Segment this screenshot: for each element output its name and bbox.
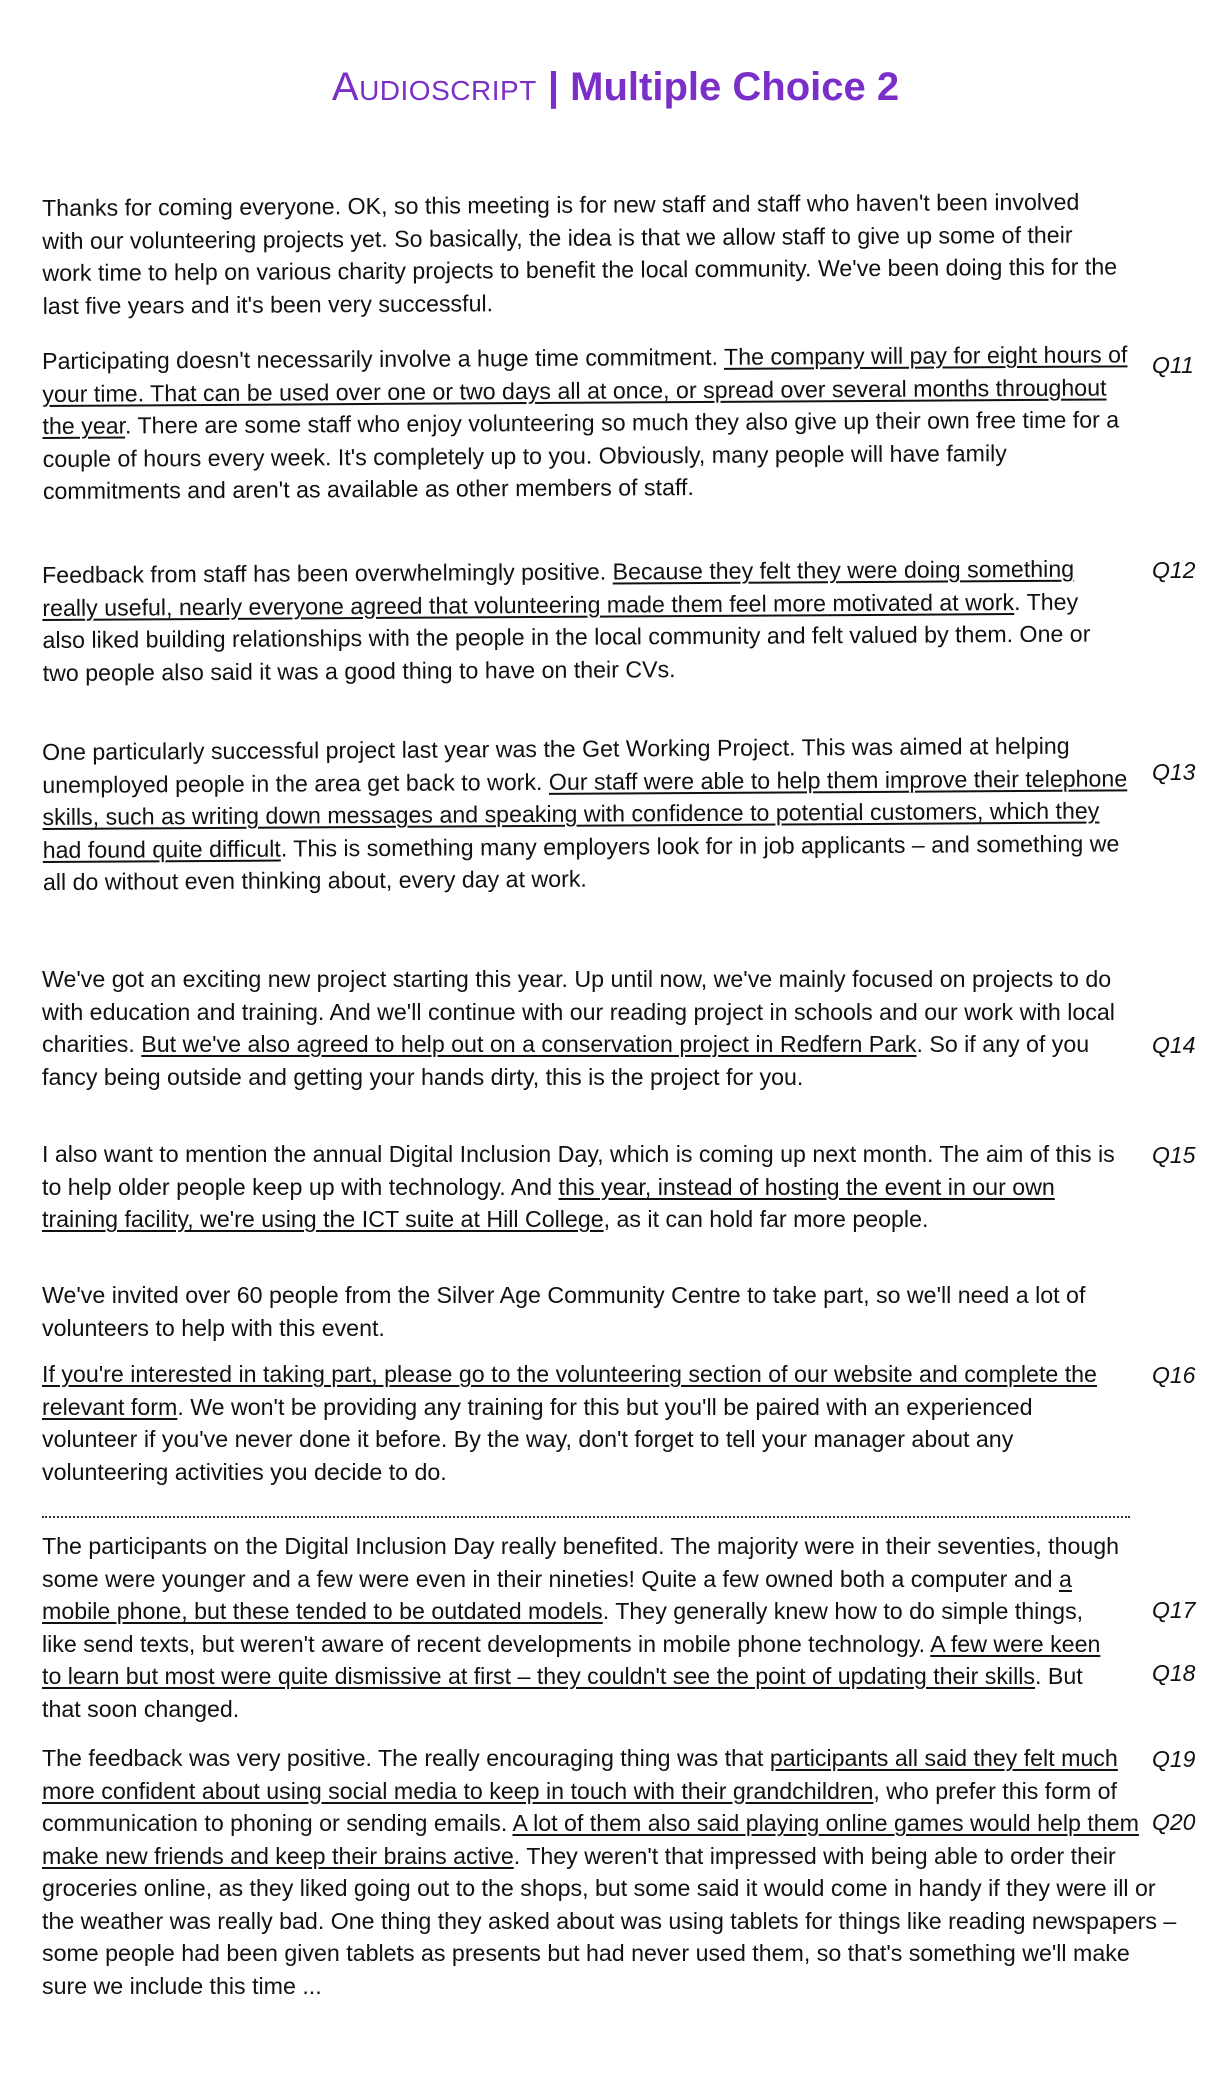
underlined-answer-q14: But we've also agreed to help out on a conservation project in Redfern Park xyxy=(141,1031,917,1057)
question-label-q13: Q13 xyxy=(1152,759,1196,785)
question-label-q18: Q18 xyxy=(1152,1660,1196,1686)
underlined-answer-q13: Our staff were able to help them improve their telephone skills, such as writing down messages and speaking with confidence to potential customers, which they had found quite difficult xyxy=(42,764,1128,863)
title-small-caps: Audioscript xyxy=(331,65,537,109)
title-separator: | xyxy=(536,65,571,109)
paragraph-2: Participating doesn't necessarily involve a huge time commitment. The company will pay for eight hours of your time. That can be used over one or two days all at once, or spread over several months throughout the year. There are some staff who enjoy volunteering so much they also give up their own free time for a couple of hours every week. It's completely up to you. Obviously, many people will have family commitments and aren't as available as other members of staff. xyxy=(42,341,1128,504)
paragraph-4: One particularly successful project last year was the Get Working Project. This was aimed at helping unemployed people in the area get back to work. Our staff were able to help them improve their telephone skills, such as writing down messages and speaking with confidence to potential customers, which they had found quite difficult. This is something many employers look for in job applicants – and something we all do without even thinking about, every day at work. xyxy=(42,732,1128,895)
question-label-q20: Q20 xyxy=(1152,1809,1196,1835)
question-label-q12: Q12 xyxy=(1152,557,1196,583)
paragraph-6: I also want to mention the annual Digital Inclusion Day, which is coming up next month. The aim of this is to help older people keep up with technology. And this year, instead of hosting the event in our own training facility, we're using the ICT suite at Hill College, as it can hold far more people. xyxy=(42,1141,1115,1232)
underlined-answer-q18: A few were keen to learn but most were quite dismissive at first – they couldn't see the point of updating their skills xyxy=(42,1630,1101,1689)
underlined-answer-q19: participants all said they felt much more confident about using social media to keep in touch with their grandchildren xyxy=(42,1745,1118,1804)
question-label-q17: Q17 xyxy=(1152,1597,1196,1623)
question-label-q19: Q19 xyxy=(1152,1746,1196,1772)
section-divider xyxy=(42,1516,1130,1518)
paragraph-1: Thanks for coming everyone. OK, so this meeting is for new staff and staff who haven't been involved with our volunteering projects yet. So basically, the idea is that we allow staff to give up some of their work time to help on various charity projects to benefit the local community. We've been doing this for the last five years and it's been very successful. xyxy=(42,188,1118,319)
underlined-answer-q11: The company will pay for eight hours of your time. That can be used over one or two days all at once, or spread over several months throughout the year xyxy=(42,341,1128,439)
paragraph-7: We've invited over 60 people from the Silver Age Community Centre to take part, so we'll need a lot of volunteers to help with this event. xyxy=(42,1282,1086,1341)
paragraph-9: The participants on the Digital Inclusion Day really benefited. The majority were in their seventies, though some were younger and a few were even in their nineties! Quite a few owned both a computer and a mobile phone, but these tended to be outdated models. They generally knew how to do simple things, like send texts, but weren't aware of recent developments in mobile phone technology. A few were keen to learn but most were quite dismissive at first – they couldn't see the point of updating their skills. But that soon changed. xyxy=(42,1533,1120,1722)
paragraph-10: The feedback was very positive. The really encouraging thing was that participants all said they felt much more confident about using social media to keep in touch with their grandchildren, who prefer this form of communication to phoning or sending emails. A lot of them also said playing online games would help them make new friends and keep their brains active. They weren't that impressed with being able to order their groceries online, as they liked going out to the shops, but some said it would come in handy if they were ill or the weather was really bad. One thing they asked about was using tablets for things like reading newspapers – some people had been given tablets as presents but had never used them, so that's something we'll make sure we include this time ... xyxy=(42,1745,1177,1999)
question-label-q14: Q14 xyxy=(1152,1032,1196,1058)
question-label-q15: Q15 xyxy=(1152,1142,1196,1168)
title-main: Multiple Choice 2 xyxy=(570,65,900,109)
underlined-answer-q12: Because they felt they were doing something really useful, nearly everyone agreed that volunteering made them feel more motivated at work xyxy=(42,555,1075,621)
underlined-answer-q17: a mobile phone, but these tended to be outdated models xyxy=(42,1565,1072,1624)
underlined-answer-q15: this year, instead of hosting the event in our own training facility, we're using the ICT suite at Hill College xyxy=(42,1173,1055,1232)
question-label-q11: Q11 xyxy=(1152,352,1194,378)
paragraph-5: We've got an exciting new project starting this year. Up until now, we've mainly focused on projects to do with education and training. And we'll continue with our reading project in schools and our work with local charities. But we've also agreed to help out on a conservation project in Redfern Park. So if any of you fancy being outside and getting your hands dirty, this is the project for you. xyxy=(42,966,1115,1090)
paragraph-8: If you're interested in taking part, please go to the volunteering section of our website and complete the relevant form. We won't be providing any training for this but you'll be paired with an experienced volunteer if you've never done it before. By the way, don't forget to tell your manager about any volunteering activities you decide to do. xyxy=(42,1361,1097,1485)
question-label-q16: Q16 xyxy=(1152,1362,1196,1388)
underlined-answer-q20: A lot of them also said playing online games would help them make new friends and keep their brains active xyxy=(42,1810,1139,1869)
page-title xyxy=(0,62,1231,112)
paragraph-3: Feedback from staff has been overwhelmingly positive. Because they felt they were doing something really useful, nearly everyone agreed that volunteering made them feel more motivated at work. They also liked building relationships with the people in the local community and felt valued by them. One or two people also said it was a good thing to have on their CVs. xyxy=(42,555,1091,686)
underlined-answer-q16: If you're interested in taking part, please go to the volunteering section of our website and complete the relevant form xyxy=(42,1361,1097,1420)
